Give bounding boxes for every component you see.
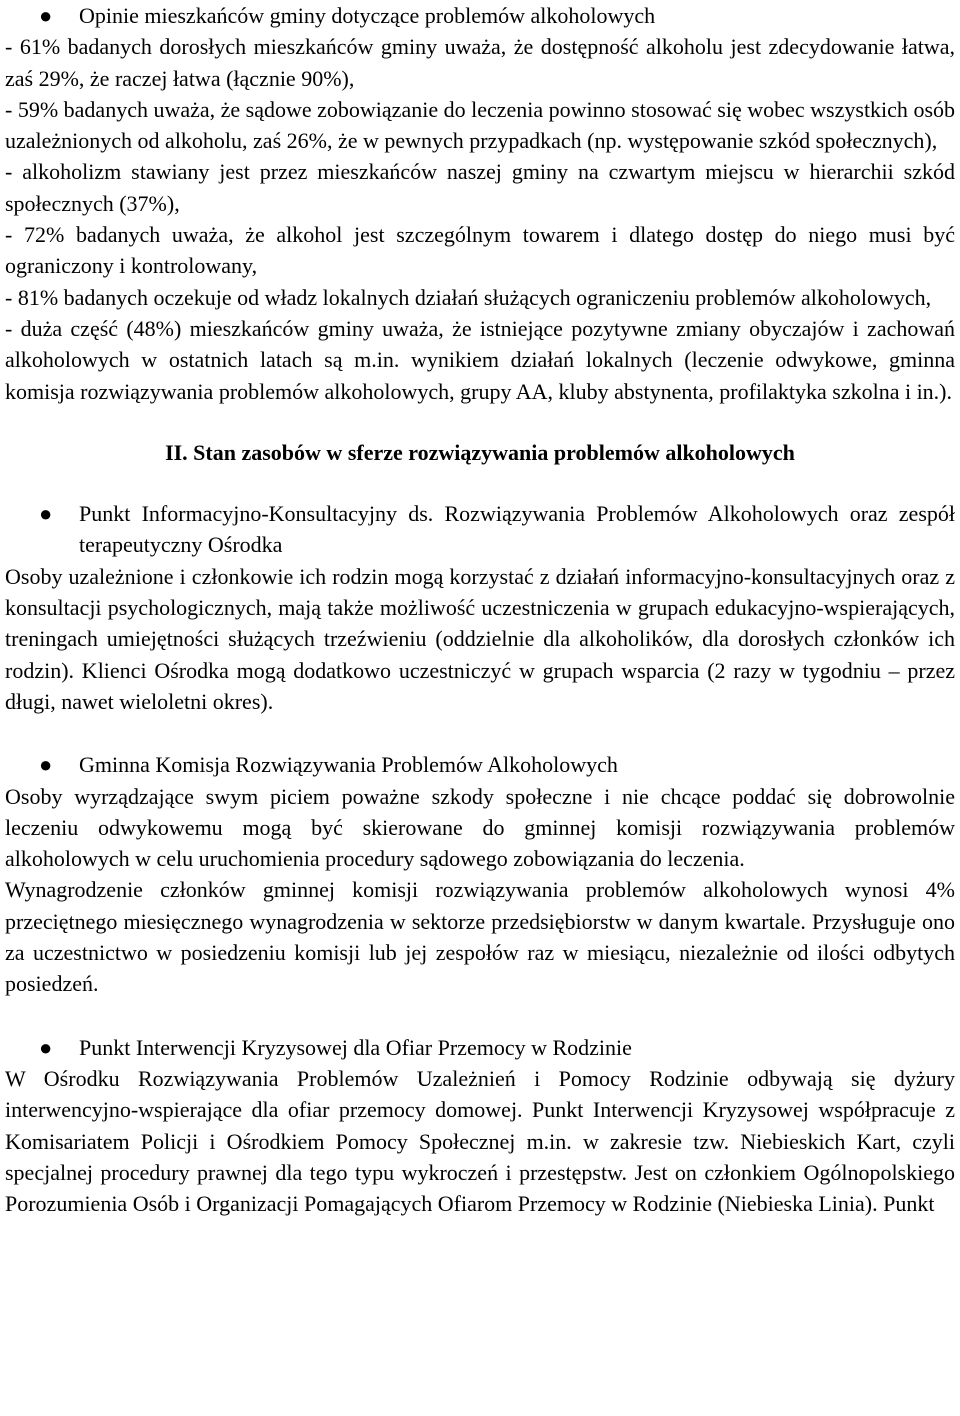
bullet-icon: ● — [39, 3, 53, 28]
bullet-icon: ● — [39, 752, 53, 778]
komisja-title: Gminna Komisja Rozwiązywania Problemów Alkoholowych — [79, 752, 618, 778]
opinion-item: - 81% badanych oczekuje od władz lokalnych działań służących ograniczeniu problemów alkoholowych, — [5, 284, 932, 310]
opinions-bullet — [5, 0, 955, 31]
punkt-interwencji-bullet — [5, 1032, 955, 1063]
punkt-interwencji-title: Punkt Interwencji Kryzysowej dla Ofiar Przemocy w Rodzinie — [79, 1034, 632, 1060]
bullet-icon: ● — [39, 1034, 53, 1060]
opinion-item: - 59% badanych uważa, że sądowe zobowiązanie do leczenia powinno stosować się wobec wszystkich osób uzależnionych od alkoholu, zaś 26%, że w pewnych przypadkach (np. występowanie szkód społecznych), — [5, 96, 955, 154]
komisja-paragraph: Wynagrodzenie członków gminnej komisji rozwiązywania problemów alkoholowych wynosi 4% przeciętnego miesięcznego wynagrodzenia w sektorze przedsiębiorstw w danym kwartale. Przysługuje ono za uczestnictwo w posiedzeniu komisji lub jej zespołów raz w miesiącu, niezależnie od ilości odbytych posiedzeń. — [5, 877, 955, 997]
komisja-paragraph: Osoby wyrządzające swym piciem poważne szkody społeczne i nie chcące poddać się dobrowolnie leczeniu odwykowemu mogą być skierowane do gminnej komisji rozwiązywania problemów alkoholowych w celu uruchomienia procedury sądowego zobowiązania do leczenia. — [5, 783, 955, 872]
punkt-informacyjny-paragraph: Osoby uzależnione i członkowie ich rodzin mogą korzystać z działań informacyjno-konsultacyjnych oraz z konsultacji psychologicznych, mają także możliwość uczestniczenia w grupach edukacyjno-wspierających, treningach umiejętności służących trzeźwieniu (oddzielnie dla alkoholików, dla dorosłych członków ich rodzin). Klienci Ośrodka mogą dodatkowo uczestniczyć w grupach wsparcia (2 razy w tygodniu – przez długi, nawet wieloletni okres). — [5, 563, 955, 714]
komisja-bullet — [5, 749, 955, 780]
opinion-item: - 61% badanych dorosłych mieszkańców gminy uważa, że dostępność alkoholu jest zdecydowanie łatwa, zaś 29%, że raczej łatwa (łącznie 90%), — [5, 34, 955, 91]
punkt-informacyjny-title: Punkt Informacyjno-Konsultacyjny ds. Rozwiązywania Problemów Alkoholowych oraz zespół terapeutyczny Ośrodka — [79, 501, 955, 558]
punkt-informacyjny-bullet — [5, 498, 955, 561]
opinions-title: Opinie mieszkańców gminy dotyczące problemów alkoholowych — [79, 3, 656, 28]
opinion-item: - duża część (48%) mieszkańców gminy uważa, że istniejące pozytywne zmiany obyczajów i zachowań alkoholowych w ostatnich latach są m.in. wynikiem działań lokalnych (leczenie odwykowe, gminna komisja rozwiązywania problemów alkoholowych, grupy AA, kluby abstynenta, profilaktyka szkolna i in.). — [5, 315, 955, 404]
opinion-item: - alkoholizm stawiany jest przez mieszkańców naszej gminy na czwartym miejscu w hierarchii szkód społecznych (37%), — [5, 159, 955, 216]
section-heading: II. Stan zasobów w sferze rozwiązywania problemów alkoholowych — [165, 439, 795, 465]
punkt-interwencji-paragraph: W Ośrodku Rozwiązywania Problemów Uzależnień i Pomocy Rodzinie odbywają się dyżury interwencyjno-wspierające dla ofiar przemocy domowej. Punkt Interwencji Kryzysowej współpracuje z Komisariatem Policji i Ośrodkiem Pomocy Społecznej m.in. w zakresie tzw. Niebieskich Kart, czyli specjalnej procedury prawnej dla tego typu wykroczeń i przestępstw. Jest on członkiem Ogólnopolskiego Porozumienia Osób i Organizacji Pomagających Ofiarom Przemocy w Rodzinie (Niebieska Linia). Punkt — [5, 1065, 955, 1217]
opinion-item: - 72% badanych uważa, że alkohol jest szczególnym towarem i dlatego dostęp do niego musi być ograniczony i kontrolowany, — [5, 222, 955, 279]
document-page — [5, 0, 955, 1219]
bullet-icon: ● — [39, 501, 53, 527]
